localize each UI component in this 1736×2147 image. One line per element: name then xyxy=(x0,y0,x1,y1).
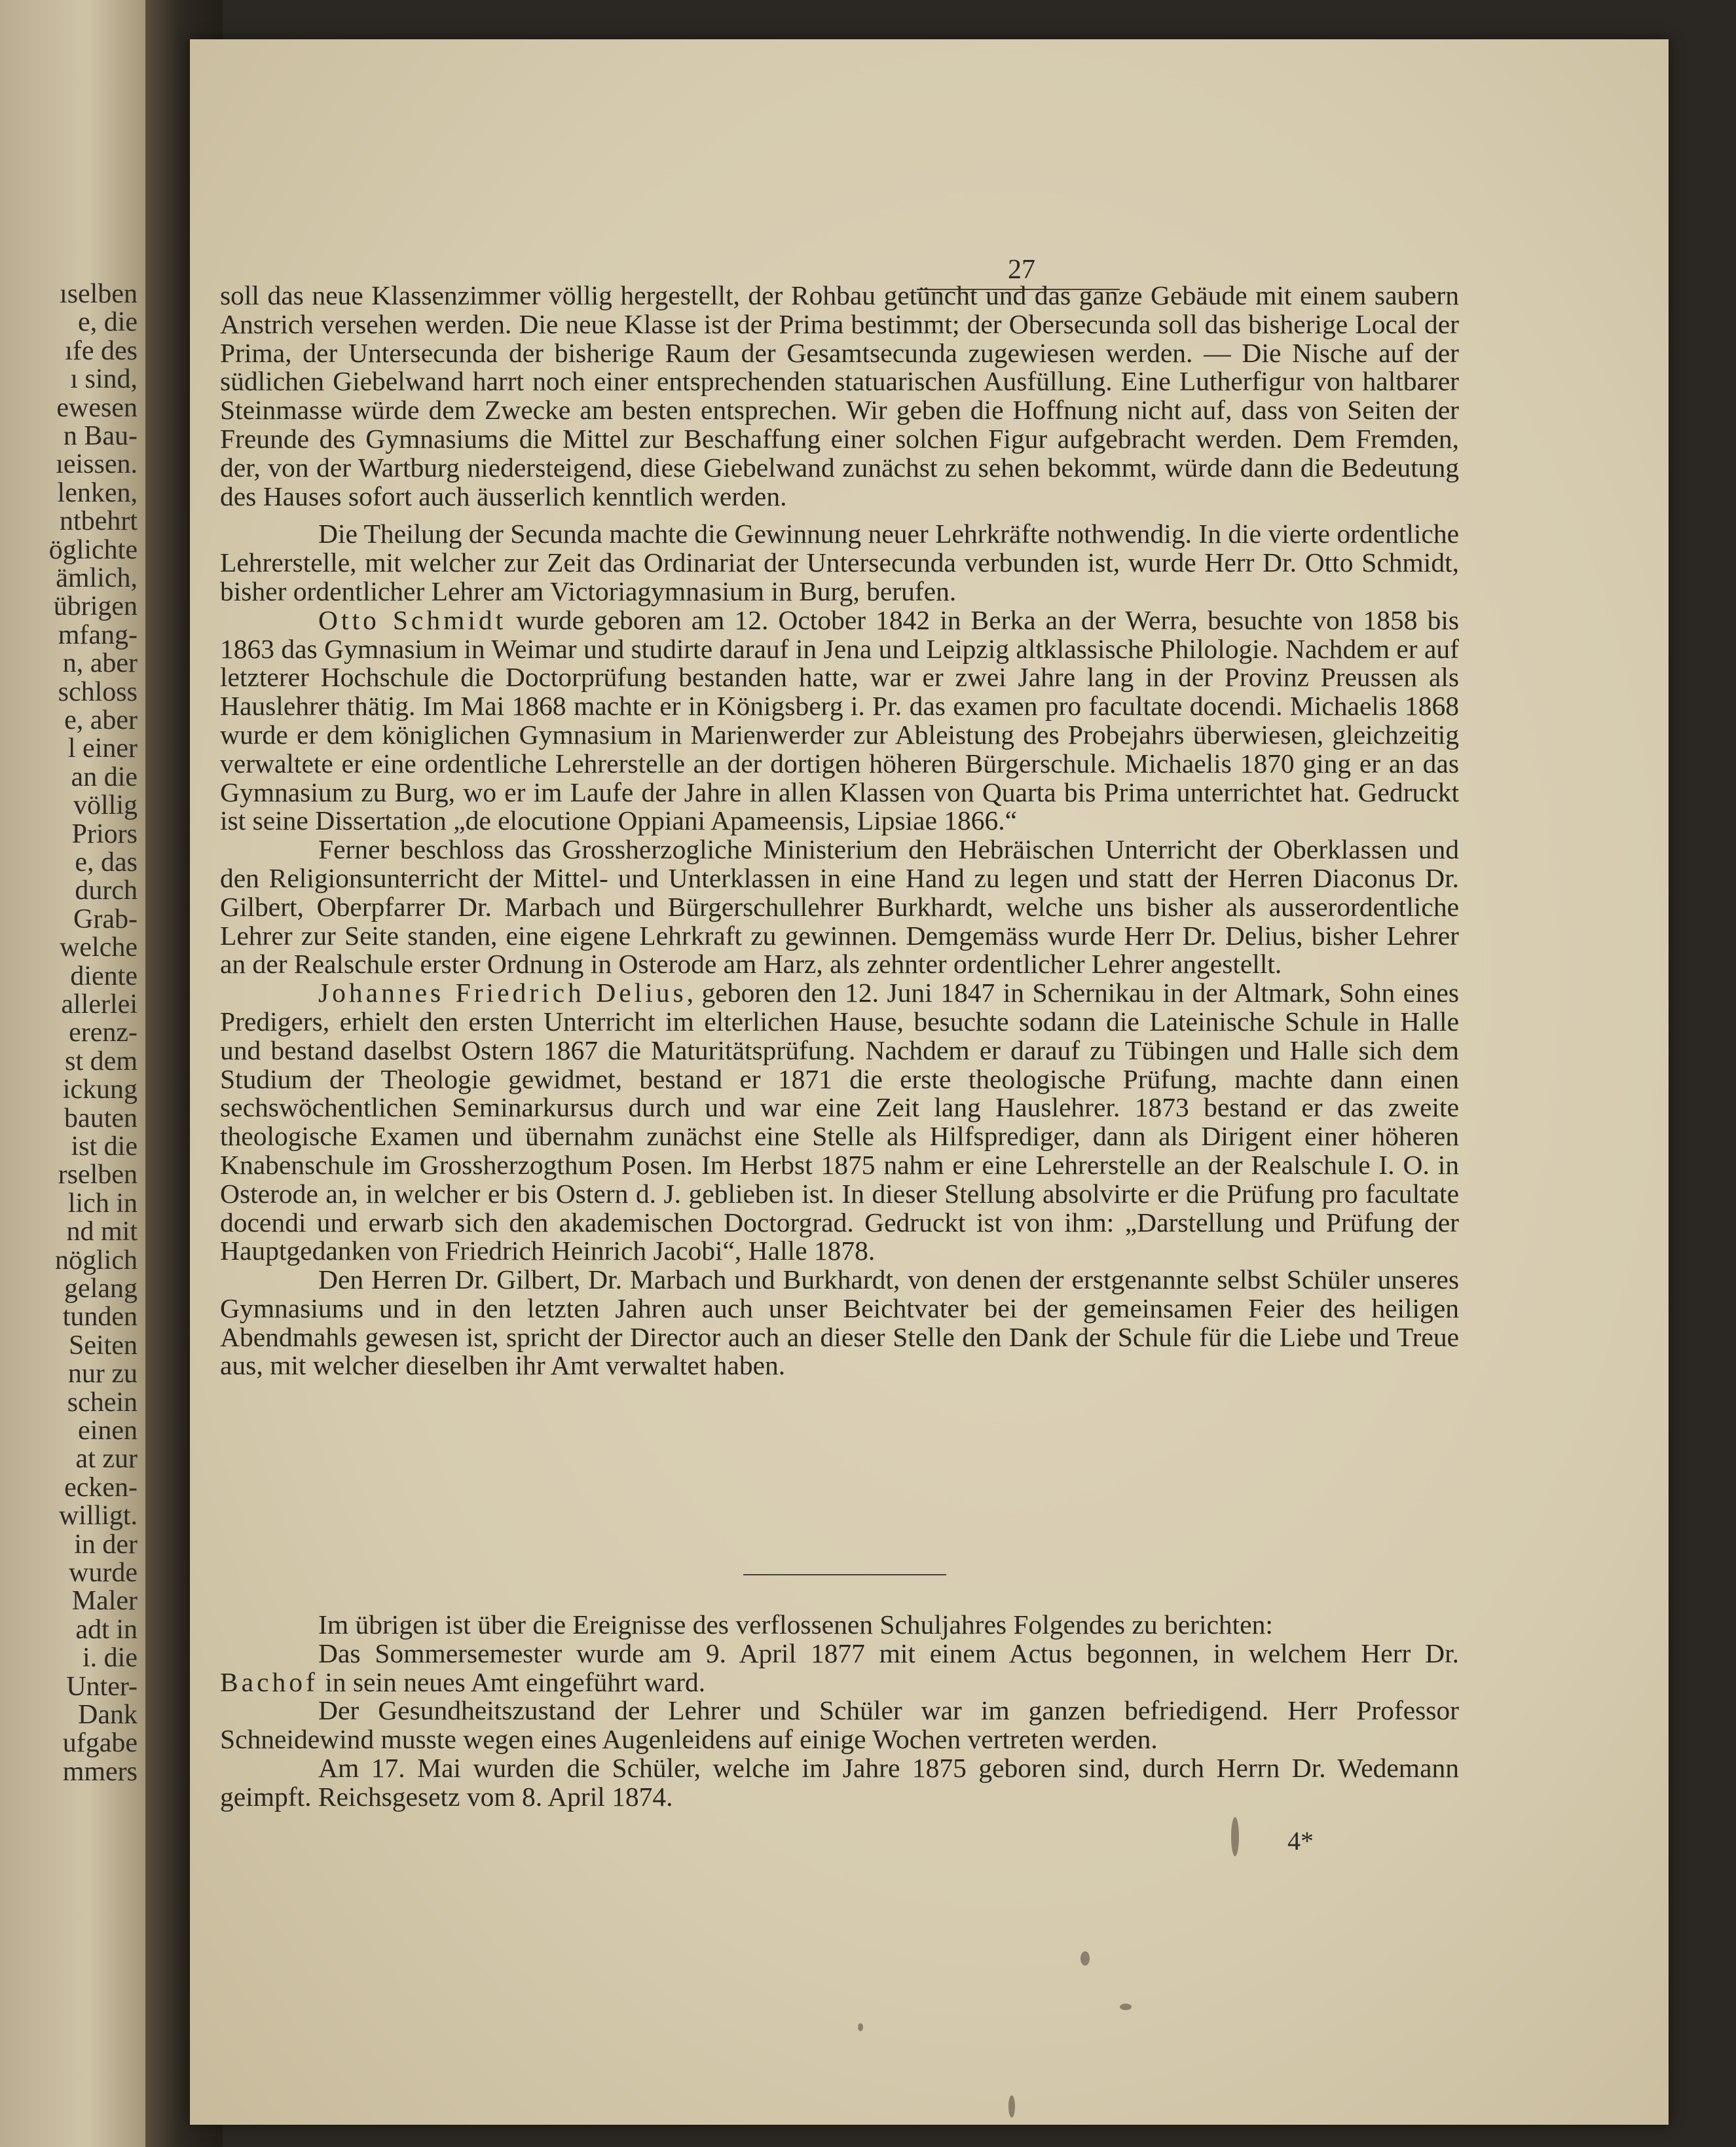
left-page-fragment: wurde xyxy=(69,1558,138,1588)
left-page-fragment: völlig xyxy=(73,790,138,821)
left-page-fragment: n, aber xyxy=(62,648,138,679)
left-page-fragment: ufgabe xyxy=(62,1728,138,1759)
paper-stain xyxy=(1080,1951,1090,1966)
left-page-fragment: nd mit xyxy=(66,1217,138,1247)
left-page-fragment: e, die xyxy=(78,307,138,338)
left-page-fragment: schein xyxy=(67,1387,138,1418)
left-page-fragment: Seiten xyxy=(69,1330,138,1361)
left-page-fragment: i. die xyxy=(83,1643,138,1674)
section2-semester-b: in sein neues Amt eingeführt ward. xyxy=(318,1666,706,1697)
left-page-fragment: ist die xyxy=(71,1131,138,1162)
paper-stain xyxy=(858,2023,863,2031)
name-schmidt: Otto Schmidt xyxy=(318,604,507,635)
section2-semester xyxy=(220,1640,1459,1697)
page-number: 27 xyxy=(1008,255,1035,285)
section-divider xyxy=(743,1574,946,1575)
left-page-fragment: rselben xyxy=(58,1160,138,1190)
left-page-fragment: ecken- xyxy=(64,1472,138,1503)
left-page-fragment: bauten xyxy=(64,1103,138,1133)
left-page-fragment: mmers xyxy=(62,1756,138,1787)
paragraph-schmidt xyxy=(220,606,1459,835)
left-page-fragment: Unter- xyxy=(66,1671,138,1702)
left-page-fragment: Dank xyxy=(78,1700,138,1730)
paragraph-schmidt-text: wurde geboren am 12. October 1842 in Berka an der Werra, besuchte von 1858 bis 1863 das Gymnasium in Weimar und studirte darauf in Jena und Leipzig altklassische Philologie. Nachdem er auf letzterer Hochschule die Doctorprüfung bestanden hatte, war er zwei Jahre lang in der Provinz Preussen als Hauslehrer thätig. Im Mai 1868 machte er in Königsberg i. Pr. das examen pro facultate docendi. Michaelis 1868 wurde er dem königlichen Gymnasium in Marienwerder zur Ableistung des Probejahrs überwiesen, gleichzeitig verwaltete er eine ordentliche Lehrerstelle an der dortigen höheren Bürgerschule. Michaelis 1870 ging er an das Gymnasium zu Burg, wo er im Laufe der Jahre in allen Klassen von Quarta bis Prima unterrichtet hat. Gedruckt ist seine Dissertation „de elocutione Oppiani Apameensis, Lipsiae 1866.“ xyxy=(220,604,1460,836)
section2-health: Der Gesundheitszustand der Lehrer und Schüler war im ganzen befriedigend. Herr Professor Schneidewind musste wegen eines Augenleidens auf einige Wochen vertreten werden. xyxy=(220,1695,1459,1755)
left-page-fragment: ntbehrt xyxy=(60,506,138,537)
name-delius: Johannes Friedrich Delius xyxy=(318,978,687,1008)
left-page-fragment: Maler xyxy=(71,1586,138,1617)
left-page-fragment: ıeissen. xyxy=(56,449,138,480)
left-page-fragment: welche xyxy=(60,932,138,963)
section2-vaccination: Am 17. Mai wurden die Schüler, welche im Jahre 1875 geboren sind, durch Herrn Dr. Wedemann geimpft. Reichsgesetz vom 8. April 1874. xyxy=(220,1752,1459,1812)
left-page-fragment: in der xyxy=(74,1529,138,1560)
page-27 xyxy=(190,39,1669,2125)
left-page-fragment: willigt. xyxy=(58,1501,138,1532)
paper-stain xyxy=(1120,2004,1132,2010)
left-page-fragment: nur zu xyxy=(67,1359,138,1389)
left-page-fragment: Priors xyxy=(71,818,138,849)
left-page-fragment: e, das xyxy=(75,847,138,877)
left-page-fragment: erenz- xyxy=(69,1018,138,1048)
left-page-fragment: l einer xyxy=(67,733,138,764)
left-page-fragment: lenken, xyxy=(57,477,138,508)
left-page-fragment: e, aber xyxy=(64,705,138,735)
paragraph-4: Ferner beschloss das Grossherzogliche Ministerium den Hebräischen Unterricht der Oberklassen und den Religionsunterricht der Mittel- und Unterklassen in eine Hand zu legen und statt der Herren Diaconus Dr. Gilbert, Oberpfarrer Dr. Marbach und Bürgerschullehrer Burkhardt, welche uns bisher als ausserordentliche Lehrer zur Seite standen, eine eigene Lehrkraft zu gewinnen. Demgemäss wurde Herr Dr. Delius, bisher Lehrer an der Realschule erster Ordnung in Osterode am Harz, als zehnter ordentlicher Lehrer angestellt. xyxy=(220,834,1459,980)
previous-page-edge xyxy=(0,0,145,2147)
left-page-fragment: schloss xyxy=(58,676,138,707)
left-page-fragment: ıselben xyxy=(60,279,138,309)
left-page-fragment: at zur xyxy=(75,1444,138,1475)
paragraph-1: soll das neue Klassenzimmer völlig hergestellt, der Rohbau getüncht und das ganze Gebäude mit einem saubern Anstrich versehen werden. Die neue Klasse ist der Prima bestimmt; der Obersecunda soll das bisherige Local der Prima, der Untersecunda der bisherige Raum der Gesamtsecunda zugewiesen werden. — Die Nische auf der südlichen Giebelwand harrt noch einer entsprechenden statuarischen Ausfüllung. Eine Lutherfigur von haltbarer Steinmasse würde dem Zwecke am besten entsprechen. Wir geben die Hoffnung nicht auf, dass von Seiten der Freunde des Gymnasiums die Mittel zur Beschaffung einer solchen Figur aufgebracht werden. Dem Fremden, der, von der Wartburg niedersteigend, diese Giebelwand zunächst zu sehen bekommt, würde dann die Bedeutung des Hauses sofort auch äusserlich kenntlich werden. xyxy=(220,280,1459,511)
left-page-fragment: ämlich, xyxy=(56,563,138,593)
left-page-fragment: st dem xyxy=(65,1046,138,1076)
left-page-fragment: übrigen xyxy=(53,591,138,622)
signature-mark: 4* xyxy=(1287,1826,1314,1856)
left-page-fragment: lich in xyxy=(67,1188,138,1219)
section2-semester-a: Das Sommersemester wurde am 9. April 1877 mit einem Actus begonnen, in welchem Herr Dr. xyxy=(318,1638,1459,1668)
paper-stain xyxy=(1231,1817,1239,1856)
section2-intro: Im übrigen ist über die Ereignisse des verflossenen Schuljahres Folgendes zu berichten: xyxy=(318,1609,1273,1640)
paragraph-2: Die Theilung der Secunda machte die Gewinnung neuer Lehrkräfte nothwendig. In die vierte ordentliche Lehrerstelle, mit welcher zur Zeit das Ordinariat der Untersecunda verbunden ist, wurde Herr Dr. Otto Schmidt, bisher ordentlicher Lehrer am Victoriagymnasium in Burg, berufen. xyxy=(220,519,1459,606)
left-page-fragment: ıfe des xyxy=(65,335,138,366)
paragraph-delius-text: , geboren den 12. Juni 1847 in Schernikau in der Altmark, Sohn eines Predigers, erhielt den ersten Unterricht im elterlichen Hause, besuchte sodann die Lateinische Schule in Halle und bestand daselbst Ostern 1867 die Maturitätsprüfung. Nachdem er darauf zu Tübingen und Halle sich dem Studium der Theologie gewidmet, bestand er 1871 die erste theologische Prüfung, machte dann einen sechswöchentlichen Seminarkursus durch und war eine Zeit lang Hauslehrer. 1873 bestand er das zweite theologische Examen und übernahm zunächst eine Stelle als Hilfsprediger, dann als Dirigent einer höheren Knabenschule im Grossherzogthum Posen. Im Herbst 1875 nahm er eine Lehrerstelle an der Realschule I. O. in Osterode an, in welcher er bis Ostern d. J. geblieben ist. In dieser Stellung absolvirte er die Prüfung pro facultate docendi und erwarb sich den akademischen Doctorgrad. Gedruckt ist von ihm: „Darstellung und Prüfung der Hauptgedanken von Friedrich Heinrich Jacobi“, Halle 1878. xyxy=(220,978,1460,1266)
left-page-fragment: diente xyxy=(70,961,138,991)
paragraph-6: Den Herren Dr. Gilbert, Dr. Marbach und Burkhardt, von denen der erstgenannte selbst Schüler unseres Gymnasiums und in den letzten Jahren auch unser Beichtvater bei der gemeinsamen Feier des heiligen Abendmahls gewesen ist, spricht der Director auch an dieser Stelle den Dank der Schule für die Liebe und Treue aus, mit welcher dieselben ihr Amt verwaltet haben. xyxy=(220,1264,1459,1381)
left-page-fragment: einen xyxy=(78,1416,138,1446)
main-text-block xyxy=(220,282,1459,1380)
left-page-fragment: öglichte xyxy=(48,534,138,565)
second-text-block xyxy=(220,1611,1459,1812)
left-page-fragment: an die xyxy=(71,762,138,792)
left-page-fragment: ı sind, xyxy=(70,364,138,395)
name-bachof: Bachof xyxy=(220,1666,318,1697)
paper-stain xyxy=(1008,2095,1015,2118)
left-page-fragment: nöglich xyxy=(55,1245,138,1275)
left-page-fragment: n Bau- xyxy=(63,421,138,451)
left-page-fragment: ickung xyxy=(62,1074,138,1105)
left-page-fragment: allerlei xyxy=(61,989,138,1019)
left-page-fragment: mfang- xyxy=(58,619,138,650)
paragraph-delius xyxy=(220,979,1459,1266)
left-page-fragment: Grab- xyxy=(73,904,138,934)
left-page-fragment: gelang xyxy=(64,1274,138,1304)
left-page-fragment: durch xyxy=(75,875,138,906)
left-page-fragment: tunden xyxy=(62,1302,138,1332)
left-page-fragment: adt in xyxy=(75,1614,138,1645)
left-page-fragment: ewesen xyxy=(56,392,138,423)
